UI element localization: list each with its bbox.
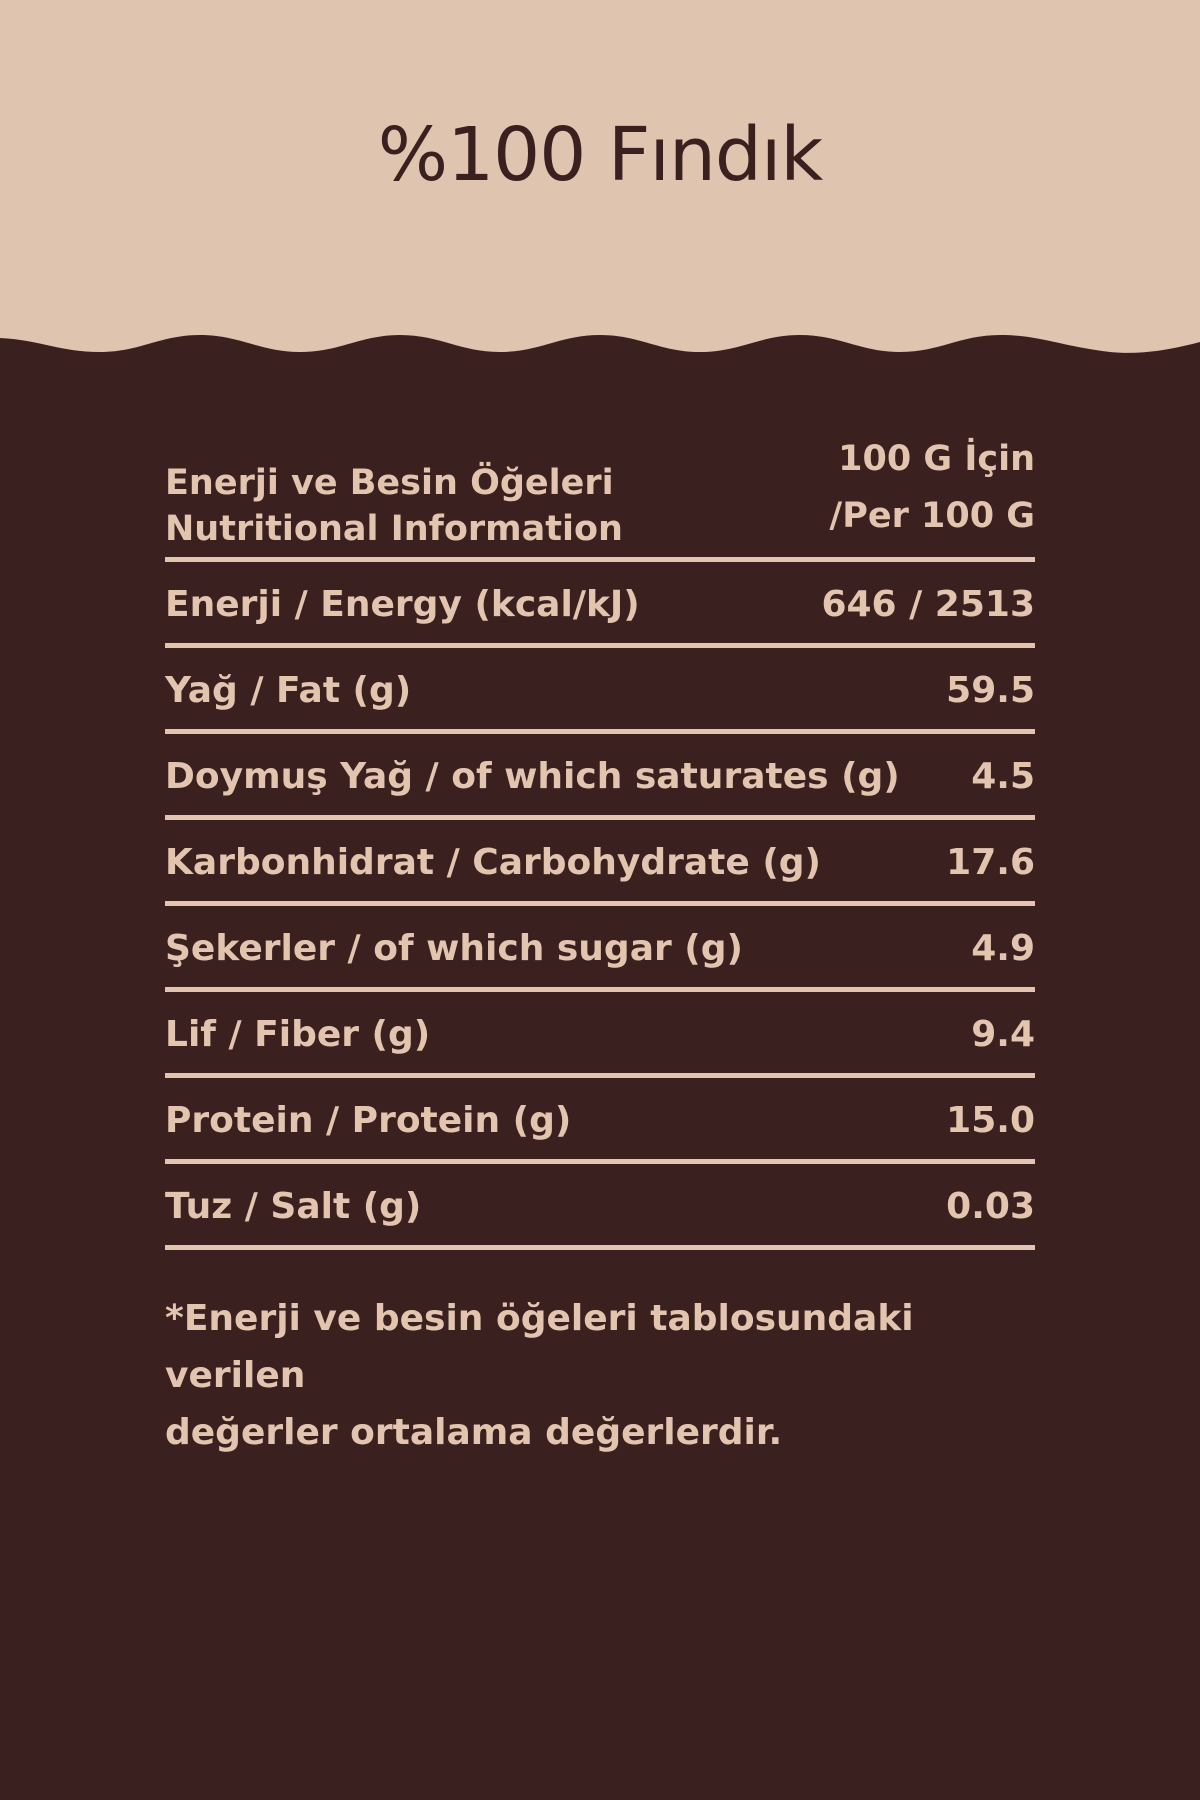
row-label: Enerji / Energy (kcal/kJ): [165, 584, 640, 625]
header-right: [829, 431, 1035, 545]
row-label: Tuz / Salt (g): [165, 1186, 422, 1227]
header-title-tr: Enerji ve Besin Öğeleri: [165, 463, 614, 503]
table-row-fat: [165, 648, 1035, 734]
row-value: 646 / 2513: [821, 584, 1035, 625]
table-row-saturates: [165, 734, 1035, 820]
header-per-en: /Per 100 G: [829, 496, 1035, 536]
footnote: [165, 1290, 1035, 1461]
row-value: 4.9: [971, 928, 1035, 969]
row-value: 15.0: [946, 1100, 1035, 1141]
row-label: Protein / Protein (g): [165, 1100, 572, 1141]
nutrition-table-header: [165, 439, 1035, 562]
header-per-tr: 100 G İçin: [838, 439, 1035, 479]
header-title-en: Nutritional Information: [165, 509, 623, 549]
row-label: Karbonhidrat / Carbohydrate (g): [165, 842, 821, 883]
footnote-line-2: değerler ortalama değerlerdir.: [165, 1412, 783, 1453]
table-row-protein: [165, 1078, 1035, 1164]
row-value: 17.6: [946, 842, 1035, 883]
row-value: 0.03: [946, 1186, 1035, 1227]
table-row-fiber: [165, 992, 1035, 1078]
table-row-sugar: [165, 906, 1035, 992]
row-value: 9.4: [971, 1014, 1035, 1055]
nutrition-table: [165, 439, 1035, 1250]
table-row-salt: [165, 1164, 1035, 1250]
row-label: Lif / Fiber (g): [165, 1014, 431, 1055]
table-row-carbohydrate: [165, 820, 1035, 906]
table-row-energy: [165, 562, 1035, 648]
row-label: Yağ / Fat (g): [165, 670, 412, 711]
row-value: 59.5: [946, 670, 1035, 711]
footnote-line-1: *Enerji ve besin öğeleri tablosundaki verilen: [165, 1298, 914, 1396]
header-banner: [0, 0, 1200, 380]
row-label: Doymuş Yağ / of which saturates (g): [165, 756, 900, 797]
product-title: %100 Fındık: [377, 112, 823, 198]
row-value: 4.5: [971, 756, 1035, 797]
header-left: [165, 445, 623, 552]
row-label: Şekerler / of which sugar (g): [165, 928, 743, 969]
